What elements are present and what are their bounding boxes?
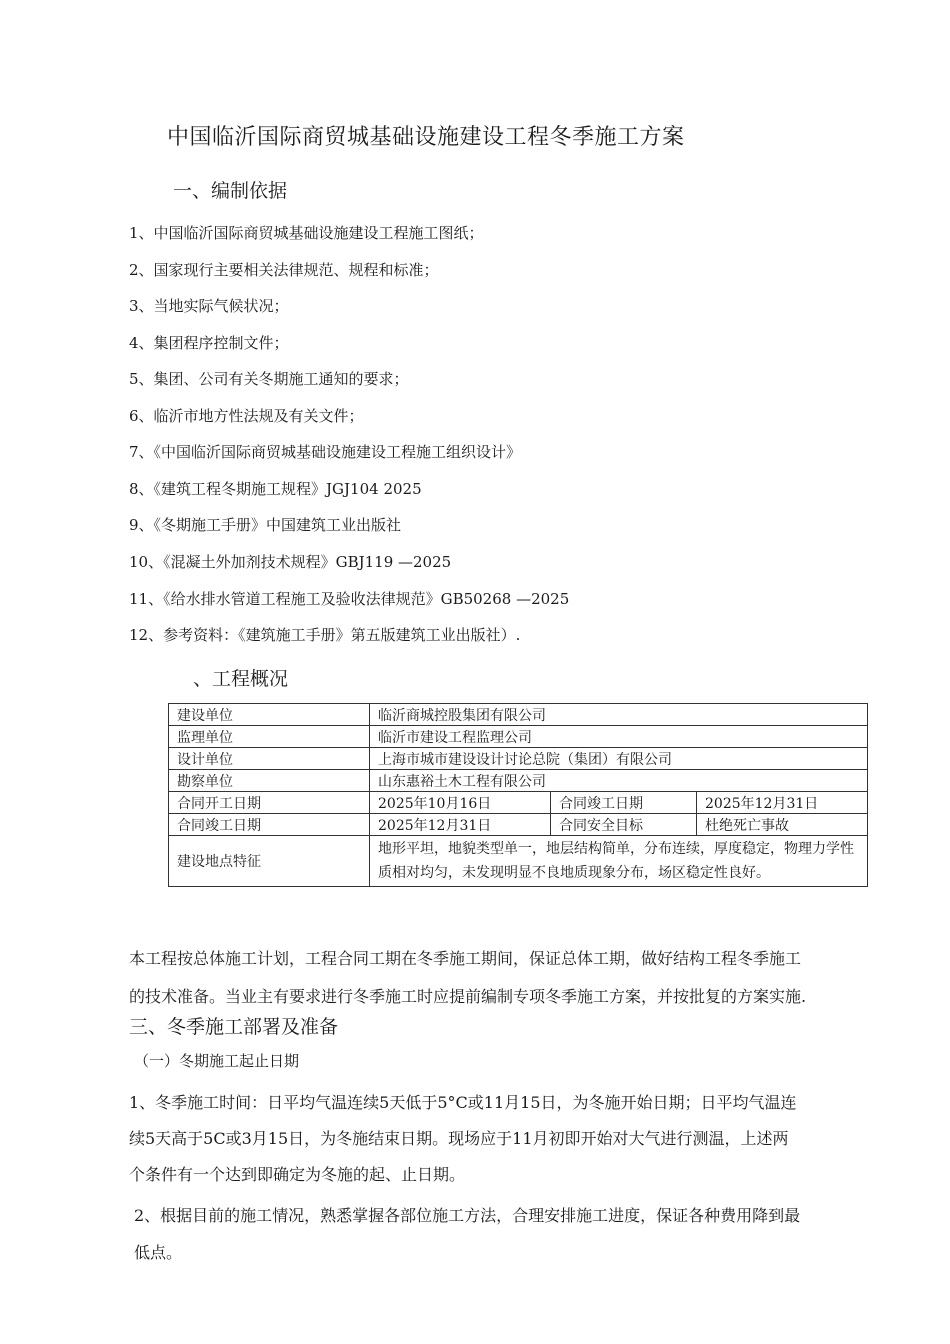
table-value-cell: 2025年10月16日 [370, 792, 551, 814]
winter-period-line-1: 1、冬季施工时间：日平均气温连续5天低于5°C或11月15日，为冬施开始日期；日平均气温连 [129, 1093, 797, 1112]
table-label-cell: 建设地点特征 [169, 836, 370, 887]
basis-item-10: 10、《混凝土外加剂技术规程》GBJ119 —2025 [129, 553, 452, 571]
table-row [169, 770, 868, 792]
overview-paragraph-line-2: 的技术准备。当业主有要求进行冬季施工时应提前编制专项冬季施工方案，并按批复的方案实施. [129, 987, 807, 1006]
subsection-heading: （一）冬期施工起止日期 [134, 1052, 300, 1070]
table-row [169, 726, 868, 748]
table-label-cell: 合同开工日期 [169, 792, 370, 814]
table-label-cell: 合同安全目标 [551, 814, 697, 836]
basis-item-9: 9、《冬期施工手册》中国建筑工业出版社 [129, 516, 402, 534]
table-value-cell: 上海市城市建设设计讨论总院（集团）有限公司 [370, 748, 868, 770]
table-row [169, 792, 868, 814]
schedule-line-2: 低点。 [134, 1243, 183, 1262]
table-row [169, 704, 868, 726]
table-row [169, 814, 868, 836]
table-row [169, 748, 868, 770]
basis-item-4: 4、集团程序控制文件； [129, 334, 289, 352]
table-value-cell: 地形平坦，地貌类型单一，地层结构简单，分布连续，厚度稳定，物理力学性质相对均匀，未发现明显不良地质现象分布，场区稳定性良好。 [370, 836, 868, 887]
table-value-cell: 山东惠裕土木工程有限公司 [370, 770, 868, 792]
table-value-cell: 临沂市建设工程监理公司 [370, 726, 868, 748]
section-1-heading: 一、编制依据 [173, 180, 288, 202]
table-label-cell: 合同竣工日期 [551, 792, 697, 814]
overview-paragraph-line-1: 本工程按总体施工计划，工程合同工期在冬季施工期间，保证总体工期，做好结构工程冬季施工 [129, 949, 802, 968]
table-label-cell: 设计单位 [169, 748, 370, 770]
table-label-cell: 建设单位 [169, 704, 370, 726]
table-value-cell: 2025年12月31日 [370, 814, 551, 836]
section-3-heading: 三、冬季施工部署及准备 [129, 1016, 339, 1038]
table-label-cell: 监理单位 [169, 726, 370, 748]
schedule-line-1: 2、根据目前的施工情况，熟悉掌握各部位施工方法，合理安排施工进度，保证各种费用降到最 [134, 1206, 801, 1225]
table-value-cell: 杜绝死亡事故 [697, 814, 868, 836]
basis-item-12: 12、参考资料：《建筑施工手册》第五版建筑工业出版社）. [129, 626, 521, 644]
basis-item-5: 5、集团、公司有关冬期施工通知的要求； [129, 370, 409, 388]
basis-item-3: 3、当地实际气候状况； [129, 297, 289, 315]
basis-item-1: 1、中国临沂国际商贸城基础设施建设工程施工图纸； [129, 224, 484, 242]
table-value-cell: 2025年12月31日 [697, 792, 868, 814]
document-title: 中国临沂国际商贸城基础设施建设工程冬季施工方案 [167, 125, 685, 150]
table-label-cell: 合同竣工日期 [169, 814, 370, 836]
basis-item-7: 7、《中国临沂国际商贸城基础设施建设工程施工组织设计》 [129, 443, 522, 461]
table-label-cell: 勘察单位 [169, 770, 370, 792]
table-row [169, 836, 868, 887]
basis-item-2: 2、国家现行主要相关法律规范、规程和标准； [129, 261, 439, 279]
winter-period-line-3: 个条件有一个达到即确定为冬施的起、止日期。 [129, 1165, 466, 1184]
section-2-heading: 、工程概况 [193, 668, 289, 690]
table-value-cell: 临沂商城控股集团有限公司 [370, 704, 868, 726]
basis-item-6: 6、临沂市地方性法规及有关文件； [129, 407, 364, 425]
winter-period-line-2: 续5天高于5C或3月15日，为冬施结束日期。现场应于11月初即开始对大气进行测温，上述两 [129, 1129, 789, 1148]
basis-item-8: 8、《建筑工程冬期施工规程》JGJ104 2025 [129, 480, 422, 498]
basis-item-11: 11、《给水排水管道工程施工及验收法律规范》GB50268 —2025 [129, 590, 570, 608]
project-overview-table [168, 703, 868, 887]
